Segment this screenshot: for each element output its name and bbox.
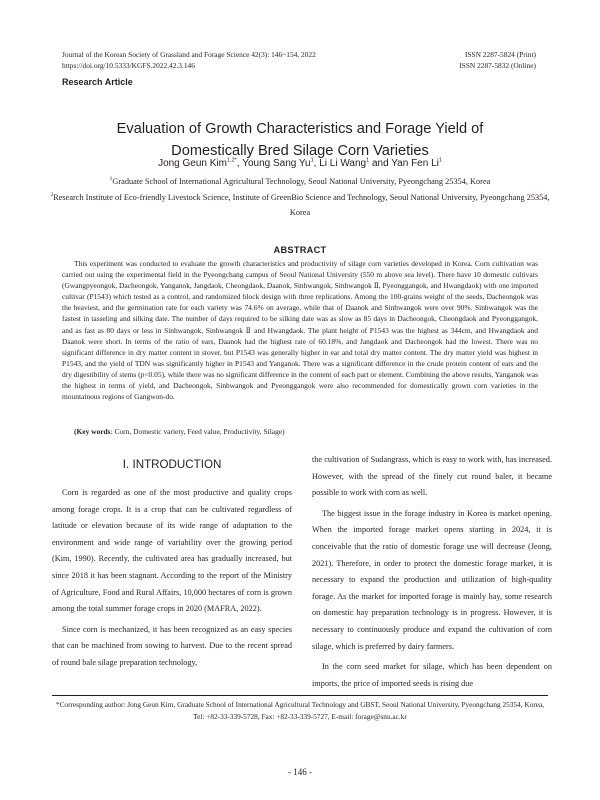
- affiliation-number: 2: [50, 192, 54, 199]
- body-column-left: [52, 452, 292, 676]
- author-affil-mark: 1: [310, 157, 314, 164]
- article-title: [0, 118, 600, 162]
- body-column-right: [312, 452, 552, 696]
- body-paragraph: Since corn is mechanized, it has been recognized as an easy species that can be machined from sowing to harvest. Due to the recent spread of round bale silage preparation technology,: [52, 624, 292, 667]
- affiliation-text: Research Institute of Eco-friendly Livestock Science, Institute of GreenBio Science and Technology, Seoul National University, Pyeongchang 25354, Korea: [53, 193, 550, 217]
- keywords-text: : Corn, Domestic variety, Feed value, Productivity, Silage): [110, 427, 285, 436]
- author-name: Jong Geun Kim: [158, 158, 227, 169]
- author-separator: ,: [236, 158, 243, 169]
- author-list: [0, 158, 600, 169]
- issn-online: ISSN 2287-5832 (Online): [459, 61, 536, 70]
- footnote-divider: [52, 695, 548, 696]
- body-paragraph: The biggest issue in the forage industry in Korea is market opening. When the imported forage market opens starting in 2024, it is conceivable that the ratio of domestic forage use will decrease (Jeong, 2021). Therefore, in order to protect the domestic forage market, it is necessary to expand the production and utilization of high-quality forage. As the market for imported forage is mainly hay, some research on domestic hay preparation technology is in progress. However, it is necessary to continuously produce and expand the cultivation of corn silage, which is preferred by dairy farmers.: [312, 508, 552, 651]
- author-affil-mark: 1: [366, 157, 370, 164]
- abstract-text-2: <0.05), while there was no significant difference in the content of each part or element. Combining the above results, Yanganok was the highest in terms of yield, and Dacheongok, Sinhwangok and Pyeonggangok were also recommended for domestically grown corn varieties in the mountainous regions of Gangwon-do.: [62, 369, 538, 402]
- abstract-heading: ABSTRACT: [273, 245, 327, 255]
- journal-citation: Journal of the Korean Society of Grassland and Forage Science 42(3): 146~154, 2022: [62, 50, 316, 59]
- affiliation-number: 1: [109, 176, 113, 183]
- running-header-left: [62, 49, 316, 71]
- author-name: Yan Fen Li: [391, 158, 439, 169]
- abstract-p-symbol: p: [140, 369, 145, 379]
- title-line-2: Domestically Bred Silage Corn Varieties: [171, 143, 429, 159]
- abstract-body: [62, 258, 538, 402]
- author-and: and: [369, 158, 392, 169]
- author-name: Young Sang Yu: [242, 158, 311, 169]
- title-line-1: Evaluation of Growth Characteristics and Forage Yield of: [116, 121, 484, 137]
- body-paragraph-continued: the cultivation of Sudangrass, which is easy to work with, has increased. However, with the spread of the finely cut round baler, it became possible to work with corn as well.: [312, 455, 552, 498]
- issn-print: ISSN 2287-5824 (Print): [464, 50, 536, 59]
- affiliation-1: [40, 175, 560, 190]
- keywords: [62, 426, 538, 437]
- page-number: - 146 -: [288, 767, 312, 777]
- corresponding-author-footnote: *Corresponding author: Jong Geun Kim, Graduate School of International Agricultural Technology and GBST, Seoul National University, Pyeongchang 25354, Korea, Tel: +82-33-339-5728, Fax: +82-33-339-5727, E-mail: forage@snu.ac.kr: [55, 700, 545, 721]
- running-header-right: [459, 49, 536, 71]
- abstract-text-1: This experiment was conducted to evaluate the growth characteristics and productivity of silage corn varieties developed in Korea. Corn cultivation was carried out using the experimental field in the Pyeongchang campus of Seoul National University (550 m above sea level). There have 10 domestic cultivars (Gwangpyeongok, Dacheongok, Yanganok, Jangdaok, Cheongdaok, Daanok, Sinhwangok, Sinhwangok Ⅱ, Pyeonggangok, and Hwangdaok) with one imported cultivar (P1543) which tested as a control, and randomized block design with three replications. Among the 100-grains weight of the seeds, Dacheongok was the heaviest, and the germination rate for each variety was 74.6% on average, while that of Daanok and Sinhwangok were over 90%. Sinhwangok was the fastest in tasseling and silking date. The number of days required to be silking date was as slow as 85 days in Dacheongok, Cheongdaok and Pyeonggangok, and as fast as 80 days or less in Sinhwangok, Sinhwangok Ⅱ and Hwangdaok. The plant height of P1543 was the highest as 344cm, and Hwangdaok and Daanok were short. In terms of the ratio of ears, Daanok had the highest rate of 60.18%, and Jangdaok and Dacheongok had the lowest. There was no significant difference in dry matter content in stover, but P1543 was generally higher in ear and total dry matter content. The dry matter yield was highest in P1543, and the yield of TDN was significantly higher in P1543 and Yanganok. There was a significant difference in the crude protein content of ears and the dry digestibility of stems (: [62, 259, 538, 379]
- article-type: Research Article: [62, 77, 133, 87]
- body-paragraph: Corn is regarded as one of the most productive and quality crops among forage crops. It is a crop that can be cultivated regardless of latitude or elevation because of its wide range of adaptation to the environment and wide range of variability over the growing period (Kim, 1990). Recently, the cultivated area has gradually increased, but since 2018 it has been stagnant. According to the report of the Ministry of Agriculture, Food and Rural Affairs, 10,000 hectares of corn is grown among the total summer forage crops in 2020 (MAFRA, 2022).: [52, 488, 292, 614]
- section-heading-introduction: Ⅰ. INTRODUCTION: [122, 458, 222, 471]
- author-separator: ,: [313, 158, 320, 169]
- affiliation-2: [40, 191, 560, 221]
- body-paragraph: In the corn seed market for silage, which has been dependent on imports, the price of imported seeds is rising due: [312, 662, 552, 688]
- affiliation-text: Graduate School of International Agricultural Technology, Seoul National University, Pyeongchang 25354, Korea: [112, 177, 491, 186]
- author-affil-mark: 1: [438, 157, 442, 164]
- author-affil-mark: 1,2*: [227, 157, 237, 164]
- doi-link[interactable]: https://doi.org/10.5333/KGFS.2022.42.3.146: [62, 61, 195, 70]
- author-name: Li Li Wang: [319, 158, 367, 169]
- keywords-label: (Key words: [74, 427, 111, 436]
